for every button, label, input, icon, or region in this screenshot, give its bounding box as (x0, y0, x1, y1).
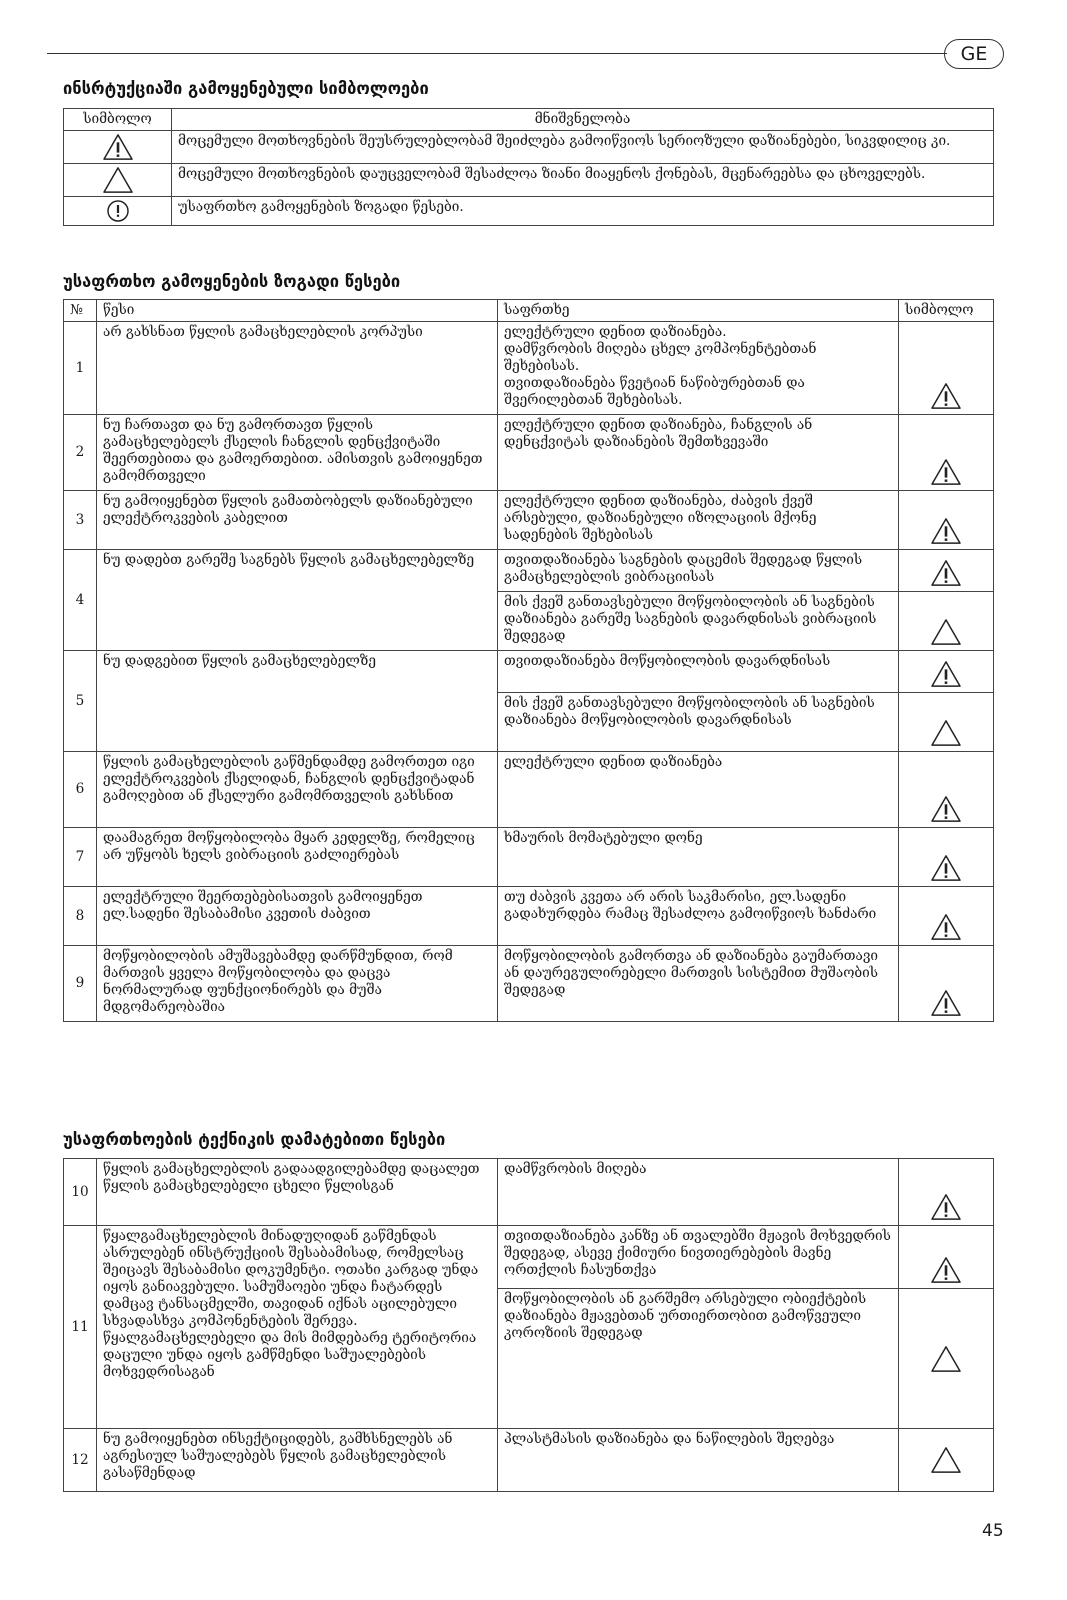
danger-cell: თვითდაზიანება საგნების დაცემის შედეგად წყლის გამაცხელებლის ვიბრაციისას (498, 550, 899, 592)
danger-cell: დამწვრობის მიღება (498, 1159, 899, 1226)
section-title-symbols: ინსრტუქციაში გამოყენებული სიმბოლოები (63, 79, 429, 98)
row-number: 9 (64, 946, 97, 1022)
row-number: 4 (64, 550, 97, 651)
info-circle-icon (106, 199, 130, 223)
column-header-number: № (64, 300, 97, 322)
rule-cell: ნუ დადგებით წყლის გამაცხელებელზე (97, 651, 498, 752)
meaning-cell: უსაფრთხო გამოყენების ზოგადი წესები. (172, 197, 994, 226)
table-row (64, 164, 994, 197)
section-title-general-rules: უსაფრთხო გამოყენების ზოგადი წესები (63, 272, 401, 291)
table-row (64, 1226, 994, 1289)
rule-cell: მოწყობილობის ამუშავებამდე დარწმუნდით, რომ მართვის ყველა მოწყობილობა და დაცვა ნორმალურად ფუნქციონირებს და მუშა მდგომარეობაშია (97, 946, 498, 1022)
caution-triangle-icon (930, 618, 962, 646)
additional-rules-table (63, 1158, 994, 1492)
symbol-cell (64, 164, 172, 197)
danger-cell: თუ ძაბვის კვეთა არ არის საკმარისი, ელ.სადენი გადახურდება რამაც შესაძლოა გამოიწვიოს ხანძარი (498, 887, 899, 946)
table-row (64, 752, 994, 828)
caution-triangle-icon (930, 1446, 962, 1474)
column-header-symbol: სიმბოლო (64, 109, 172, 131)
symbol-cell (899, 1226, 994, 1289)
table-row (64, 946, 994, 1022)
table-header-row (64, 109, 994, 131)
danger-cell: მოწყობილობის გამორთვა ან დაზიანება გაუმართავი ან დაურეგულირებელი მართვის სისტემით მუშაობის შედეგად (498, 946, 899, 1022)
table-row (64, 197, 994, 226)
column-header-danger: საფრთხე (498, 300, 899, 322)
warning-triangle-icon (930, 517, 962, 545)
table-row (64, 131, 994, 164)
row-number: 1 (64, 322, 97, 415)
warning-triangle-icon (930, 989, 962, 1017)
rule-cell: დაამაგრეთ მოწყობილობა მყარ კედელზე, რომელიც არ უწყობს ხელს ვიბრაციის გაძლიერებას (97, 828, 498, 887)
row-number: 12 (64, 1429, 97, 1492)
danger-cell: ელექტრული დენით დაზიანება. დამწვრობის მიღება ცხელ კომპონენტებთან შეხებისას. თვითდაზიანება წვეტიან ნაწიბურებთან და შვერილებთან შეხებისას. (498, 322, 899, 415)
warning-triangle-icon (930, 913, 962, 941)
row-number: 3 (64, 491, 97, 550)
danger-cell: პლასტმასის დაზიანება და ნაწილების შეღებვა (498, 1429, 899, 1492)
symbol-cell (899, 828, 994, 887)
warning-triangle-icon (930, 1256, 962, 1284)
page-number: 45 (982, 1521, 1004, 1541)
danger-cell: ხმაურის მომატებული დონე (498, 828, 899, 887)
danger-cell: ელექტრული დენით დაზიანება (498, 752, 899, 828)
column-header-symbol: სიმბოლო (899, 300, 994, 322)
section-title-additional-rules: უსაფრთხოების ტექნიკის დამატებითი წესები (63, 1130, 446, 1149)
warning-triangle-icon (930, 660, 962, 688)
table-row (64, 322, 994, 415)
general-rules-table (63, 299, 994, 1022)
rule-cell: ელექტრული შეერთებებისათვის გამოიყენეთ ელ.სადენი შესაბამისი კვეთის ძაბვით (97, 887, 498, 946)
warning-triangle-icon (930, 382, 962, 410)
symbol-cell (899, 1159, 994, 1226)
danger-cell: თვითდაზიანება კანზე ან თვალებში მჟავის მოხვედრის შედეგად, ასევე ქიმიური ნივთიერებების მავნე ორთქლის ჩასუნთქვა (498, 1226, 899, 1289)
symbol-cell (899, 887, 994, 946)
symbol-cell (899, 1429, 994, 1492)
table-row (64, 1159, 994, 1226)
row-number: 10 (64, 1159, 97, 1226)
symbol-cell (899, 550, 994, 592)
caution-triangle-icon (930, 1345, 962, 1373)
symbol-cell (899, 491, 994, 550)
warning-triangle-icon (102, 133, 134, 161)
rule-cell: ნუ გამოიყენებთ ინსექტიციდებს, გამხსნელებს ან აგრესიულ საშუალებებს წყლის გამაცხელებლის გასაწმენდად (97, 1429, 498, 1492)
symbol-cell (899, 946, 994, 1022)
table-header-row (64, 300, 994, 322)
warning-triangle-icon (930, 854, 962, 882)
table-row (64, 651, 994, 693)
symbol-cell (899, 322, 994, 415)
symbol-cell (899, 1289, 994, 1429)
caution-triangle-icon (930, 719, 962, 747)
row-number: 8 (64, 887, 97, 946)
rule-cell: წყალგამაცხელებლის მინადუღიდან გაწმენდას ასრულებენ ინსტრუქციის შესაბამისად, რომელსაც შეიცავს შესაბამისი დოკუმენტი. ოთახი კარგად უნდა იყოს განიავებული. სამუშაოები უნდა ჩატარდეს დამცავ ტანსაცმელში, თავიდან იქნას აცილებული სხვადასხვა კომპონენტების შერევა. წყალგამაცხელებელი და მის მიმდებარე ტერიტორია დაცული უნდა იყოს გამწმენდი საშუალებების მოხვედრისაგან (97, 1226, 498, 1429)
rule-cell: წყლის გამაცხელებლის გაწმენდამდე გამორთეთ იგი ელექტროკვების ქსელიდან, ჩანგლის დენცქვიტადან გამოღებით ან ქსელური გამომრთველის გახსნით (97, 752, 498, 828)
meaning-cell: მოცემული მოთხოვნების დაუცველობამ შესაძლოა ზიანი მიაყენოს ქონებას, მცენარეებსა და ცხოველებს. (172, 164, 994, 197)
warning-triangle-icon (930, 458, 962, 486)
table-row (64, 491, 994, 550)
danger-cell: მის ქვეშ განთავსებული მოწყობილობის ან საგნების დაზიანება გარეშე საგნების დავარდნისას ვიბრაციის შედეგად (498, 592, 899, 651)
rule-cell: ნუ ჩართავთ და ნუ გამორთავთ წყლის გამაცხელებელს ქსელის ჩანგლის დენცქვიტაში შეერთებითა და გამოერთებით. ამისთვის გამოიყენეთ გამომრთველი (97, 415, 498, 491)
table-row (64, 1429, 994, 1492)
language-badge: GE (944, 39, 1004, 69)
column-header-meaning: მნიშვნელობა (172, 109, 994, 131)
table-row (64, 415, 994, 491)
table-row (64, 887, 994, 946)
warning-triangle-icon (930, 795, 962, 823)
danger-cell: მის ქვეშ განთავსებული მოწყობილობის ან საგნების დაზიანება მოწყობილობის დავარდნისას (498, 693, 899, 752)
meaning-cell: მოცემული მოთხოვნების შეუსრულებლობამ შეიძლება გამოიწვიოს სერიოზული დაზიანებები, სიკვდილიც კი. (172, 131, 994, 164)
row-number: 7 (64, 828, 97, 887)
symbol-cell (64, 131, 172, 164)
symbol-cell (899, 415, 994, 491)
rule-cell: არ გახსნათ წყლის გამაცხელებლის კორპუსი (97, 322, 498, 415)
symbols-table (63, 108, 994, 226)
row-number: 5 (64, 651, 97, 752)
danger-cell: ელექტრული დენით დაზიანება, ჩანგლის ან დენცქვიტას დაზიანების შემთხვევაში (498, 415, 899, 491)
danger-cell: მოწყობილობის ან გარშემო არსებული ობიექტების დაზიანება მჟავებთან ურთიერთობით გამოწვეული კოროზიის შედეგად (498, 1289, 899, 1429)
symbol-cell (899, 651, 994, 693)
header-rule (47, 53, 947, 54)
rule-cell: წყლის გამაცხელებლის გადაადგილებამდე დაცალეთ წყლის გამაცხელებელი ცხელი წყლისგან (97, 1159, 498, 1226)
warning-triangle-icon (930, 1193, 962, 1221)
symbol-cell (899, 693, 994, 752)
danger-cell: თვითდაზიანება მოწყობილობის დავარდნისას (498, 651, 899, 693)
row-number: 11 (64, 1226, 97, 1429)
table-row (64, 828, 994, 887)
danger-cell: ელექტრული დენით დაზიანება, ძაბვის ქვეშ არსებული, დაზიანებული იზოლაციის მქონე სადენების შეხებისას (498, 491, 899, 550)
rule-cell: ნუ დადებთ გარეშე საგნებს წყლის გამაცხელებელზე (97, 550, 498, 651)
column-header-rule: წესი (97, 300, 498, 322)
row-number: 2 (64, 415, 97, 491)
table-row (64, 550, 994, 592)
symbol-cell (899, 752, 994, 828)
symbol-cell (899, 592, 994, 651)
row-number: 6 (64, 752, 97, 828)
symbol-cell (64, 197, 172, 226)
rule-cell: ნუ გამოიყენებთ წყლის გამათბობელს დაზიანებული ელექტროკვების კაბელით (97, 491, 498, 550)
caution-triangle-icon (102, 166, 134, 194)
warning-triangle-icon (930, 559, 962, 587)
